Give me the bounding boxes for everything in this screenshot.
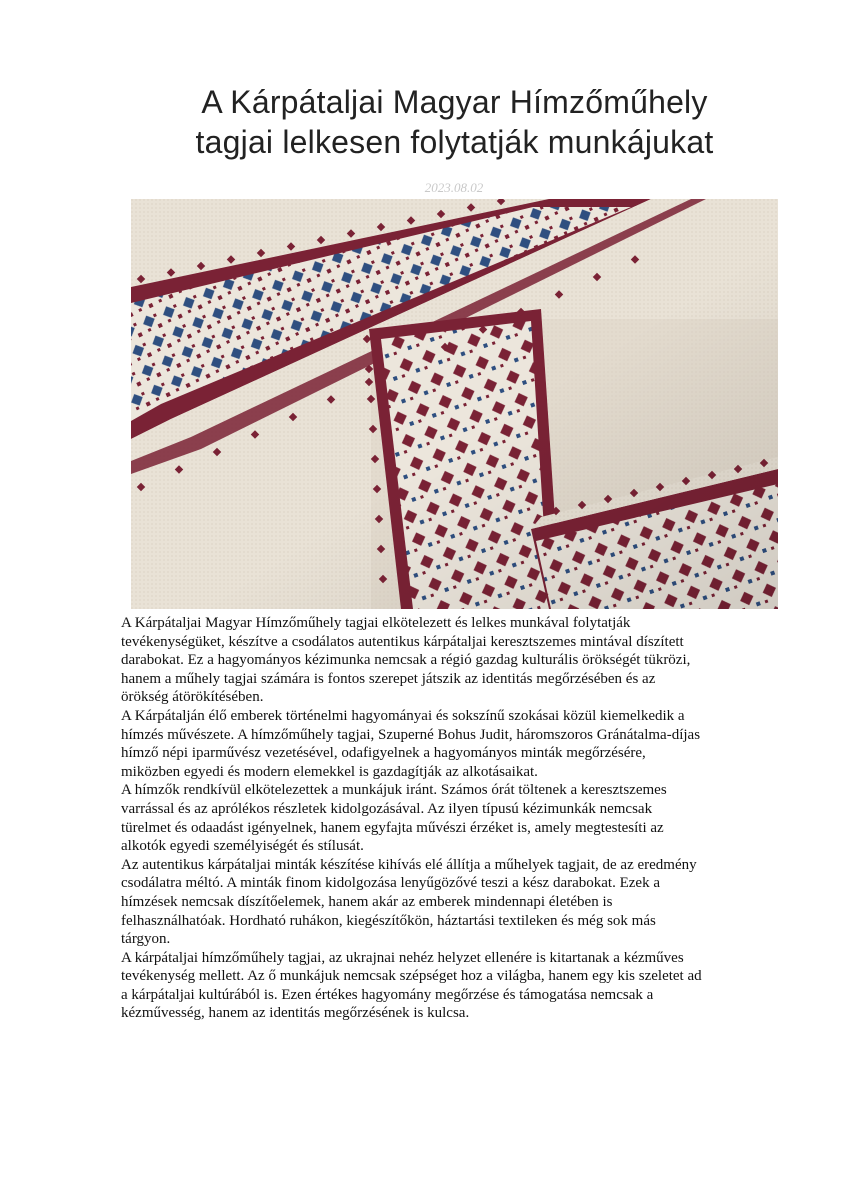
paragraph: A kárpátaljai hímzőműhely tagjai, az ukrajnai nehéz helyzet ellenére is kitartanak a kézműves tevékenység mellett. Az ő munkájuk nemcsak szépséget hoz a világba, hanem egy kis szeletet ad a kárpátaljai kultúrából is. Ezen értékes hagyomány megőrzése és támogatása nemcsak a kézművesség, hanem az identitás megőrzésének is kulcsa. bbox=[121, 949, 702, 1022]
paragraph: Az autentikus kárpátaljai minták készítése kihívás elé állítja a műhelyek tagjait, de az eredmény csodálatra méltó. A minták finom kidolgozása lenyűgözővé teszi a kész darabokat. Ezek a hímzések nemcsak díszítőelemek, hanem akár az emberek mindennapi életében is felhasználhatóak. Hordható ruhákon, kiegészítőkön, háztartási textileken és még sok más tárgyon. bbox=[121, 856, 697, 948]
article-body bbox=[121, 614, 801, 1023]
paragraph: A Kárpátalján élő emberek történelmi hagyományai és sokszínű szokásai közül kiemelkedik a hímzés művészete. A hímzőműhely tagjai, Szuperné Bohus Judit, háromszoros Gránátalma-díjas hímző népi iparművész vezetésével, odafigyelnek a hagyományos minták megőrzésére, miközben egyedi és modern elemekkel is gazdagítják az alkotásaikat. bbox=[121, 707, 701, 780]
publication-date: 2023.08.02 bbox=[424, 180, 484, 195]
article-title-line-2: tagjai lelkesen folytatják munkájukat bbox=[195, 124, 714, 160]
embroidery-photo bbox=[131, 199, 778, 609]
article-title-line-1: A Kárpátaljai Magyar Hímzőműhely bbox=[201, 84, 708, 120]
article-title bbox=[110, 82, 799, 162]
paragraph: A hímzők rendkívül elkötelezettek a munkájuk iránt. Számos órát töltenek a keresztszemes varrással és az aprólékos részletek kidolgozásával. Az ilyen típusú kézimunkák nemcsak türelmet és odaadást igényelnek, hanem egyfajta művészi érzéket is, amely megtestesíti az alkotók egyedi személyiségét és stílusát. bbox=[121, 782, 667, 855]
paragraph: A Kárpátaljai Magyar Hímzőműhely tagjai elkötelezett és lelkes munkával folytatják tevékenységüket, készítve a csodálatos autentikus kárpátaljai keresztszemes mintával díszített darabokat. Ez a hagyományos kézimunka nemcsak a régió gazdag kulturális örökségét tükrözi, hanem a műhely tagjai számára is fontos szerepet játszik az identitás megőrzésében és az örökség átörökítésében. bbox=[121, 615, 691, 706]
